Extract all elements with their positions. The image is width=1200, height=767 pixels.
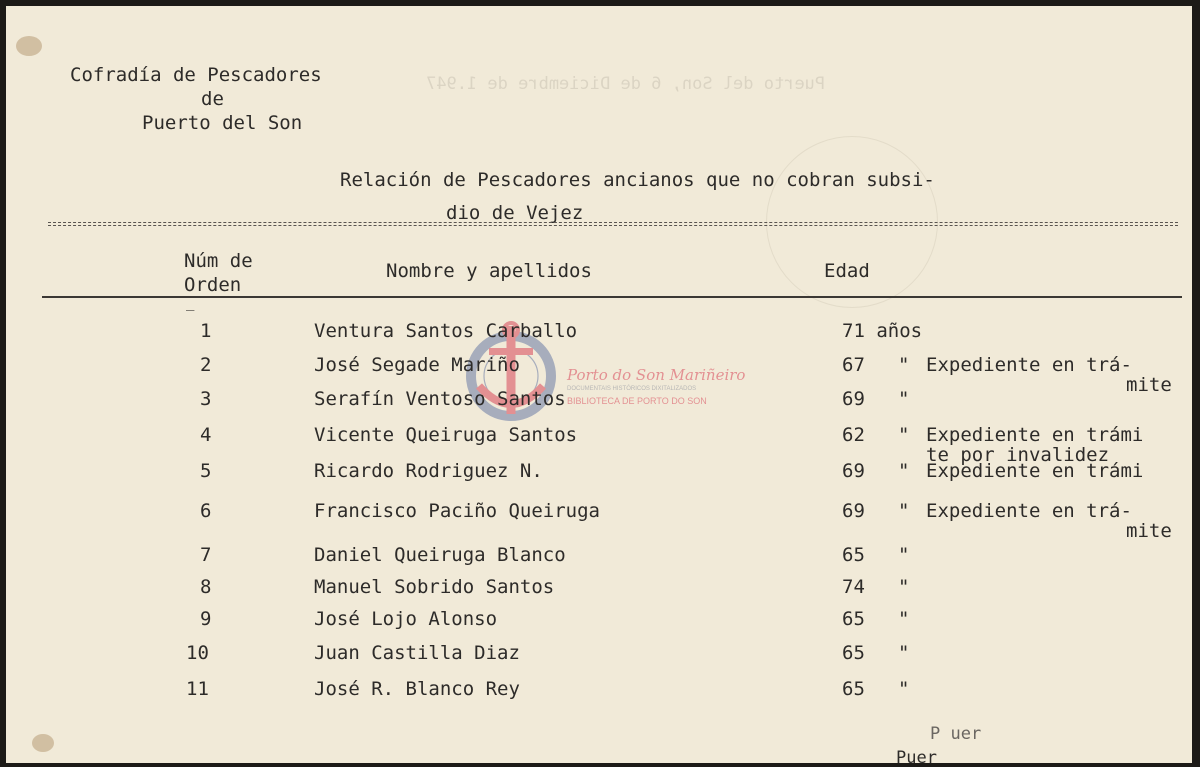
row-age: 71 años bbox=[842, 320, 923, 342]
row-number: 8 bbox=[200, 576, 212, 598]
tick-mark: ‾ bbox=[186, 309, 195, 325]
row-ditto-mark: " bbox=[898, 678, 910, 700]
document-title-line1: Relación de Pescadores ancianos que no cobran subsi- bbox=[340, 169, 935, 191]
row-age: 67 bbox=[842, 354, 865, 376]
row-ditto-mark: " bbox=[898, 608, 910, 630]
org-name-line2: de bbox=[201, 88, 224, 110]
footer-fragment-2: Puer bbox=[896, 748, 937, 763]
row-ditto-mark: " bbox=[898, 642, 910, 664]
header-rule bbox=[42, 296, 1182, 298]
watermark-library: BIBLIOTECA DE PORTO DO SON bbox=[567, 396, 707, 406]
row-age: 69 bbox=[842, 388, 865, 410]
document-page bbox=[6, 6, 1192, 763]
row-number: 11 bbox=[186, 678, 209, 700]
org-name-line1: Cofradía de Pescadores bbox=[70, 64, 322, 86]
row-ditto-mark: " bbox=[898, 500, 910, 522]
row-name: Francisco Paciño Queiruga bbox=[314, 500, 600, 522]
bleed-through-text: Puerto del Son, 6 de Diciembre de 1.947 bbox=[426, 74, 826, 94]
row-ditto-mark: " bbox=[898, 544, 910, 566]
row-ditto-mark: " bbox=[898, 576, 910, 598]
row-age: 65 bbox=[842, 608, 865, 630]
row-name: José Lojo Alonso bbox=[314, 608, 498, 630]
row-note: Expediente en trámi bbox=[926, 424, 1144, 446]
row-note: Expediente en trá- bbox=[926, 354, 1132, 376]
row-name: Juan Castilla Diaz bbox=[314, 642, 520, 664]
col-header-age: Edad bbox=[824, 260, 870, 282]
ink-stain bbox=[16, 36, 42, 56]
row-age: 65 bbox=[842, 678, 865, 700]
row-number: 4 bbox=[200, 424, 212, 446]
row-note: mite bbox=[1126, 520, 1172, 542]
watermark-name: Porto do Son Mariñeiro bbox=[567, 366, 746, 384]
row-name: José Segade Mariño bbox=[314, 354, 520, 376]
row-name: Vicente Queiruga Santos bbox=[314, 424, 578, 446]
row-ditto-mark: " bbox=[898, 424, 910, 446]
footer-fragment-1: P uer bbox=[930, 724, 982, 744]
row-age: 69 bbox=[842, 460, 865, 482]
row-age: 65 bbox=[842, 544, 865, 566]
row-number: 7 bbox=[200, 544, 212, 566]
row-name: Serafín Ventoso Santos bbox=[314, 388, 566, 410]
row-note: Expediente en trámi bbox=[926, 460, 1144, 482]
row-note: Expediente en trá- bbox=[926, 500, 1132, 522]
watermark-subtitle: DOCUMENTAIS HISTÓRICOS DIXITALIZADOS bbox=[567, 386, 697, 392]
row-age: 69 bbox=[842, 500, 865, 522]
row-age: 74 bbox=[842, 576, 865, 598]
row-number: 6 bbox=[200, 500, 212, 522]
row-name: Ricardo Rodriguez N. bbox=[314, 460, 543, 482]
row-ditto-mark: " bbox=[898, 388, 910, 410]
row-ditto-mark: " bbox=[898, 354, 910, 376]
col-header-name: Nombre y apellidos bbox=[386, 260, 592, 282]
row-name: Manuel Sobrido Santos bbox=[314, 576, 555, 598]
row-number: 9 bbox=[200, 608, 212, 630]
document-title-line2: dio de Vejez bbox=[446, 202, 584, 224]
title-rule bbox=[48, 222, 1178, 223]
row-note: mite bbox=[1126, 374, 1172, 396]
col-header-num-line2: Orden bbox=[184, 274, 242, 296]
title-rule bbox=[48, 225, 1178, 226]
row-ditto-mark: " bbox=[898, 460, 910, 482]
col-header-num-line1: Núm de bbox=[184, 250, 253, 272]
row-number: 10 bbox=[186, 642, 209, 664]
row-name: José R. Blanco Rey bbox=[314, 678, 520, 700]
row-number: 3 bbox=[200, 388, 212, 410]
row-name: Ventura Santos Carballo bbox=[314, 320, 578, 342]
ink-stain bbox=[32, 734, 54, 752]
row-number: 1 bbox=[200, 320, 212, 342]
row-name: Daniel Queiruga Blanco bbox=[314, 544, 566, 566]
row-number: 2 bbox=[200, 354, 212, 376]
row-age: 65 bbox=[842, 642, 865, 664]
row-note: te por invalidez bbox=[926, 444, 1110, 466]
row-number: 5 bbox=[200, 460, 212, 482]
org-name-line3: Puerto del Son bbox=[142, 112, 303, 134]
row-age: 62 bbox=[842, 424, 865, 446]
